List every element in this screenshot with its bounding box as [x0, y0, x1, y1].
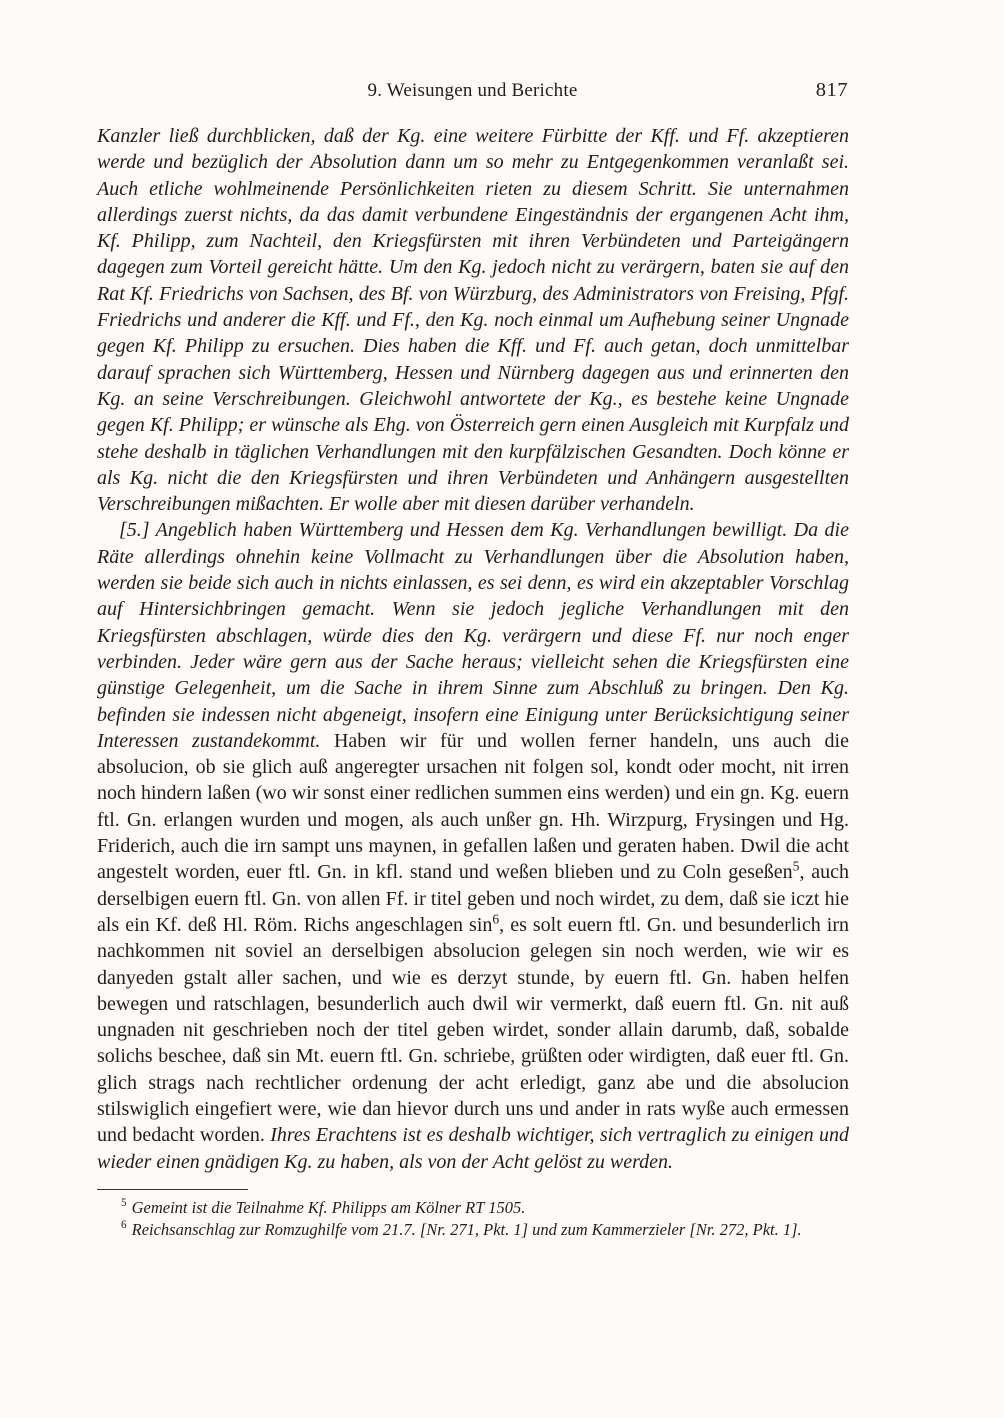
footnote-separator: [97, 1189, 248, 1190]
footnote: [97, 1219, 849, 1241]
footnote-reference: 5: [792, 858, 800, 874]
paragraph: [97, 123, 849, 517]
text-segment: Haben wir für und wollen ferner handeln, uns auch die absolucion, ob sie glich auß angeregter ursachen nit folgen sol, kondt oder mocht, nit irren noch hindern laßen (wo wir sonst einer redlichen summen eins werden) und ein gn. Kg. euern ftl. Gn. erlangen wurden und mogen, als auch unßer gn. Hh. Wirzpurg, Frysingen und Hg. Friderich, auch die irn sampt uns maynen, in gefallen laßen und geraten haben. Dwil die acht angestelt worden, euer ftl. Gn. in kfl. stand und weßen blieben und zu Coln geseßen: [97, 729, 849, 884]
footnote-marker: 5: [121, 1197, 127, 1210]
body-text: [97, 123, 849, 1175]
footnote: [97, 1197, 849, 1219]
running-title: 9. Weisungen und Berichte: [367, 80, 578, 101]
text-segment: , auch derselbigen euern ftl. Gn. von allen Ff. ir titel geben und noch wirdet, zu dem, daß sie iczt hie als ein Kf. deß Hl. Röm. Richs angeschlagen sin: [97, 861, 849, 936]
text-segment: Gemeint ist die Teilnahme Kf. Philipps am Kölner RT 1505.: [131, 1197, 526, 1217]
page-header: [97, 80, 848, 106]
text-segment: , es solt euern ftl. Gn. und besunderlich irn nachkommen nit soviel an derselbigen absolucion gelegen sin noch werden, wie wir es danyeden gstalt aller sachen, und wie es derzyt stunde, by euern ftl. Gn. haben helfen bewegen und ratschlagen, besunderlich auch dwil wir vermerkt, daß euern ftl. Gn. nit auß ungnaden nit geschrieben noch der titel geben wirdet, sonder allain darumb, daß, sobalde solichs beschee, daß sin Mt. euern ftl. Gn. schriebe, grüßten oder wirdigten, daß euer ftl. Gn. glich strags nach rechtlicher ordenung der acht erledigt, ganz abe und die absolucion stilswiglich eingefiert were, wie dan hievor durch uns und ander in rats wyße auch ermessen und bedacht worden.: [97, 913, 849, 1147]
page-number: 817: [815, 79, 848, 101]
footnote-marker: 6: [121, 1219, 127, 1232]
footnotes-section: [97, 1189, 849, 1241]
footnotes: [97, 1197, 849, 1241]
text-segment: Reichsanschlag zur Romzughilfe vom 21.7. [Nr. 271, Pkt. 1] und zum Kammerzieler [Nr. 272, Pkt. 1].: [131, 1219, 802, 1239]
text-segment: Kanzler ließ durchblicken, daß der Kg. eine weitere Fürbitte der Kff. und Ff. akzeptieren werde und bezüglich der Absolution dann um so mehr zu Entgegenkommen veranlaßt sei. Auch etliche wohlmeinende Persönlichkeiten rieten zu diesem Schritt. Sie unternahmen allerdings zuerst nichts, da das damit verbundene Eingeständnis der ergangenen Acht ihm, Kf. Philipp, zum Nachteil, den Kriegsfürsten mit ihren Verbündeten und Parteigängern dagegen zum Vorteil gereicht hätte. Um den Kg. jedoch nicht zu verärgern, baten sie auf den Rat Kf. Friedrichs von Sachsen, des Bf. von Würzburg, des Administrators von Freising, Pfgf. Friedrichs und anderer die Kff. und Ff., den Kg. noch einmal um Aufhebung seiner Ungnade gegen Kf. Philipp zu ersuchen. Dies haben die Kff. und Ff. auch getan, doch unmittelbar darauf sprachen sich Württemberg, Hessen und Nürnberg dagegen aus und erinnerten den Kg. an seine Verschreibungen. Gleichwohl antwortete der Kg., es bestehe keine Ungnade gegen Kf. Philipp; er wünsche als Ehg. von Österreich gern einen Ausgleich mit Kurpfalz und stehe deshalb in täglichen Verhandlungen mit den kurpfälzischen Gesandten. Doch könne er als Kg. nicht die den Kriegsfürsten und ihren Verbündeten und Anhängern ausgestellten Verschreibungen mißachten. Er wolle aber mit diesen darüber verhandeln.: [97, 125, 849, 516]
text-segment: Ihres Erachtens ist es deshalb wichtiger, sich vertraglich zu einigen und wieder einen gnädigen Kg. zu haben, als von der Acht gelöst zu werden.: [97, 1124, 849, 1173]
footnote-reference: 6: [492, 911, 500, 927]
text-segment: [5.] Angeblich haben Württemberg und Hessen dem Kg. Verhandlungen bewilligt. Da die Räte allerdings ohnehin keine Vollmacht zu Verhandlungen über die Absolution haben, werden sie beide sich auch in nichts einlassen, es sei denn, es wird ein akzeptabler Vorschlag auf Hintersichbringen gemacht. Wenn sie jedoch jegliche Verhandlungen mit den Kriegsfürsten abschlagen, würde dies den Kg. verärgern und diese Ff. nur noch enger verbinden. Jeder wäre gern aus der Sache heraus; vielleicht sehen die Kriegsfürsten eine günstige Gelegenheit, um die Sache in ihrem Sinne zum Abschluß zu bringen. Den Kg. befinden sie indessen nicht abgeneigt, insofern eine Einigung unter Berücksichtigung seiner Interessen zustandekommt.: [97, 519, 849, 752]
paragraph: [97, 517, 849, 1174]
